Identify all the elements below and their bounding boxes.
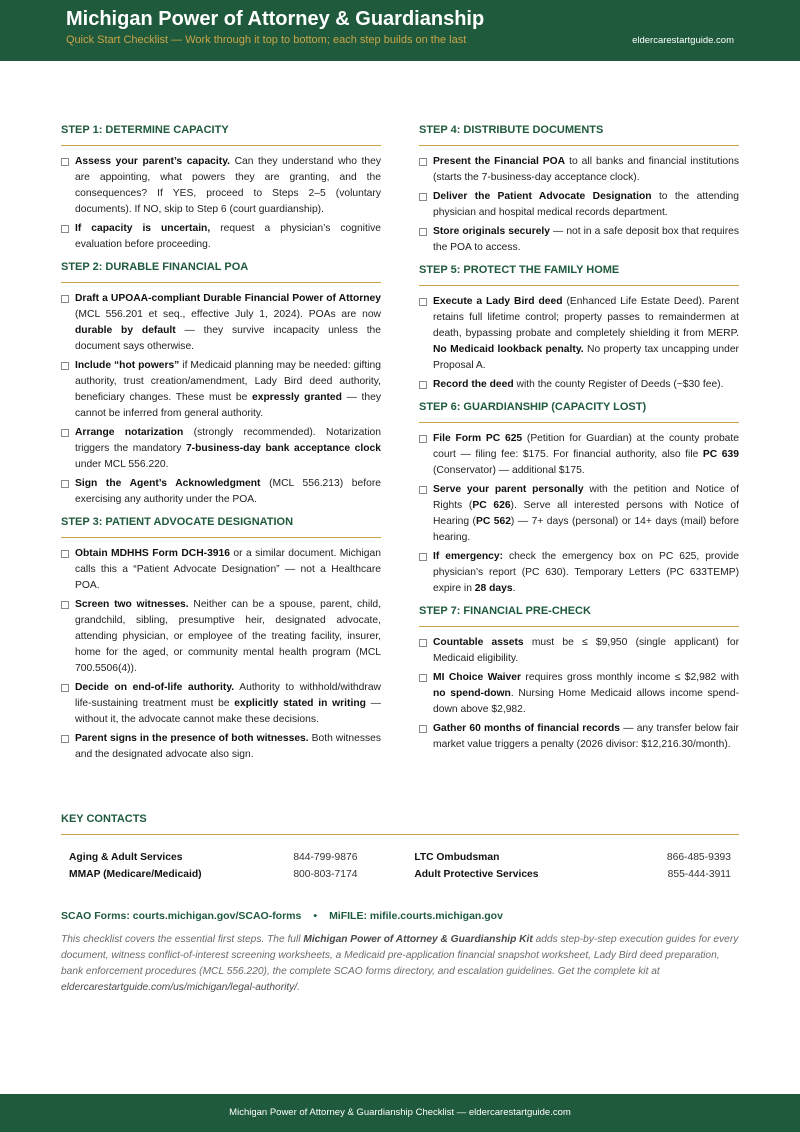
checklist-item: Deliver the Patient Advocate Designation to the attending physician and hospital medical records department.: [419, 189, 739, 221]
key-contacts-title: KEY CONTACTS: [61, 813, 739, 835]
contact-phone[interactable]: 844-799-9876: [293, 852, 358, 863]
page-footer: Michigan Power of Attorney & Guardianship Checklist — eldercarestartguide.com: [0, 1094, 800, 1132]
checkbox-icon[interactable]: [419, 639, 427, 647]
checklist-item: Include “hot powers” if Medicaid planning may be needed: gifting authority, trust creation/amendment, Lady Bird deed authority, beneficiary changes. These must be expressly granted — they cannot be inferred from general authority.: [61, 358, 381, 422]
checkbox-icon[interactable]: [419, 435, 427, 443]
page-header: [0, 0, 800, 61]
checkbox-icon[interactable]: [61, 601, 69, 609]
checklist-item: Countable assets must be ≤ $9,950 (single applicant) for Medicaid eligibility.: [419, 635, 739, 667]
contact-phone[interactable]: 800-803-7174: [293, 869, 358, 880]
kit-note: This checklist covers the essential first steps. The full Michigan Power of Attorney & Guardianship Kit adds step-by-step execution guides for every document, witness conflict-of-interest screening worksheets, a Medicaid pre-application financial snapshot worksheet, Lady Bird deed preparation, bank enforcement procedures (MCL 556.220), the complete SCAO forms directory, and escalation guidelines. Get the complete kit at eldercarestartguide.com/us/michigan/legal-authority/.: [61, 934, 739, 993]
scao-forms-link[interactable]: SCAO Forms: courts.michigan.gov/SCAO-forms: [61, 910, 302, 922]
checklist-item: Arrange notarization (strongly recommended). Notarization triggers the mandatory 7-business-day bank acceptance clock under MCL 556.220.: [61, 425, 381, 473]
checklist-item: Parent signs in the presence of both witnesses. Both witnesses and the designated advocate also sign.: [61, 731, 381, 763]
contact-name: Adult Protective Services: [414, 869, 539, 880]
page-subtitle: Quick Start Checklist — Work through it top to bottom; each step builds on the last: [66, 34, 467, 46]
kit-name: Michigan Power of Attorney & Guardianship Kit: [303, 934, 533, 945]
step-1-list: [61, 154, 381, 253]
step-3-list: [61, 546, 381, 763]
checklist-item: If emergency: check the emergency box on PC 625, provide physician’s report (PC 630). Temporary Letters (PC 633TEMP) expire in 28 days.: [419, 549, 739, 597]
checklist-item: File Form PC 625 (Petition for Guardian) at the county probate court — filing fee: $175. For financial authority, also file PC 639 (Conservator) — additional $175.: [419, 431, 739, 479]
checkbox-icon[interactable]: [419, 486, 427, 494]
checkbox-icon[interactable]: [61, 550, 69, 558]
checklist-item: Present the Financial POA to all banks and financial institutions (starts the 7-business-day acceptance clock).: [419, 154, 739, 186]
checklist-item: Assess your parent’s capacity. Can they understand who they are appointing, what powers they are granting, and the consequences? If YES, proceed to Steps 2–5 (voluntary documents). If NO, skip to Step 6 (court guardianship).: [61, 154, 381, 218]
table-row: [61, 866, 739, 883]
contact-name: MMAP (Medicare/Medicaid): [69, 869, 202, 880]
checkbox-icon[interactable]: [61, 735, 69, 743]
checkbox-icon[interactable]: [419, 674, 427, 682]
bullet-separator: •: [313, 910, 318, 922]
step-5-list: [419, 294, 739, 393]
step-1-title: STEP 1: DETERMINE CAPACITY: [61, 124, 381, 146]
contacts-table: [61, 849, 739, 883]
table-row: [61, 849, 739, 866]
checklist-item: Execute a Lady Bird deed (Enhanced Life Estate Deed). Parent retains full lifetime control; property passes to remaindermen at death, bypassing probate and completely shielding it from MERP. No Medicaid lookback penalty. No property tax uncapping under Proposal A.: [419, 294, 739, 374]
checkbox-icon[interactable]: [61, 362, 69, 370]
checklist-item: MI Choice Waiver requires gross monthly income ≤ $2,982 with no spend-down. Nursing Home Medicaid allows income spend-down above $2,982.: [419, 670, 739, 718]
checklist-item: Decide on end-of-life authority. Authority to withhold/withdraw life-sustaining treatment must be explicitly stated in writing — without it, the advocate cannot make these decisions.: [61, 680, 381, 728]
checklist-item: Store originals securely — not in a safe deposit box that requires the POA to access.: [419, 224, 739, 256]
reference-links: [61, 910, 739, 922]
checklist-item: Record the deed with the county Register of Deeds (~$30 fee).: [419, 377, 739, 393]
checkbox-icon[interactable]: [419, 381, 427, 389]
checklist-item: Draft a UPOAA-compliant Durable Financial Power of Attorney (MCL 556.201 et seq., effective July 1, 2024). POAs are now durable by default — they survive incapacity unless the document says otherwise.: [61, 291, 381, 355]
checklist-item: If capacity is uncertain, request a physician’s cognitive evaluation before proceeding.: [61, 221, 381, 253]
step-6-title: STEP 6: GUARDIANSHIP (CAPACITY LOST): [419, 401, 739, 423]
checkbox-icon[interactable]: [61, 429, 69, 437]
checkbox-icon[interactable]: [419, 725, 427, 733]
step-6-list: [419, 431, 739, 597]
checkbox-icon[interactable]: [419, 298, 427, 306]
checklist-item: Serve your parent personally with the petition and Notice of Rights (PC 626). Serve all interested persons with Notice of Hearing (PC 562) — 7+ days (personal) or 14+ days (mail) before hearing.: [419, 482, 739, 546]
step-7-title: STEP 7: FINANCIAL PRE-CHECK: [419, 605, 739, 627]
kit-link[interactable]: eldercarestartguide.com/us/michigan/legal-authority/: [61, 982, 298, 993]
checkbox-icon[interactable]: [419, 193, 427, 201]
step-2-title: STEP 2: DURABLE FINANCIAL POA: [61, 261, 381, 283]
contact-phone[interactable]: 866-485-9393: [666, 852, 731, 863]
checkbox-icon[interactable]: [419, 553, 427, 561]
checklist-item: Sign the Agent’s Acknowledgment (MCL 556.213) before exercising any authority under the POA.: [61, 476, 381, 508]
step-7-list: [419, 635, 739, 753]
checklist-item: Obtain MDHHS Form DCH-3916 or a similar document. Michigan calls this a “Patient Advocate Designation” — not a Healthcare POA.: [61, 546, 381, 594]
checklist-item: Screen two witnesses. Neither can be a spouse, parent, child, grandchild, sibling, presumptive heir, designated advocate, attending physician, or employee of the treating facility, insurer, home for the aged, or community mental health program (MCL 700.5506(4)).: [61, 597, 381, 677]
step-5-title: STEP 5: PROTECT THE FAMILY HOME: [419, 264, 739, 286]
step-4-list: [419, 154, 739, 256]
contact-phone[interactable]: 855-444-3911: [667, 869, 731, 880]
right-column: [419, 124, 739, 761]
checkbox-icon[interactable]: [61, 684, 69, 692]
checkbox-icon[interactable]: [61, 480, 69, 488]
left-column: [61, 124, 381, 771]
step-3-title: STEP 3: PATIENT ADVOCATE DESIGNATION: [61, 516, 381, 538]
checkbox-icon[interactable]: [61, 158, 69, 166]
checkbox-icon[interactable]: [419, 158, 427, 166]
checkbox-icon[interactable]: [61, 225, 69, 233]
checkbox-icon[interactable]: [419, 228, 427, 236]
step-4-title: STEP 4: DISTRIBUTE DOCUMENTS: [419, 124, 739, 146]
page-title: Michigan Power of Attorney & Guardianship: [66, 8, 485, 30]
contact-name: Aging & Adult Services: [69, 852, 183, 863]
header-site: eldercarestartguide.com: [632, 35, 734, 46]
key-contacts: [61, 813, 739, 883]
checkbox-icon[interactable]: [61, 295, 69, 303]
checklist-item: Gather 60 months of financial records — any transfer below fair market value triggers a penalty (2026 divisor: $12,216.30/month).: [419, 721, 739, 753]
contact-name: LTC Ombudsman: [414, 852, 500, 863]
mifile-link[interactable]: MiFILE: mifile.courts.michigan.gov: [329, 910, 503, 922]
step-2-list: [61, 291, 381, 508]
